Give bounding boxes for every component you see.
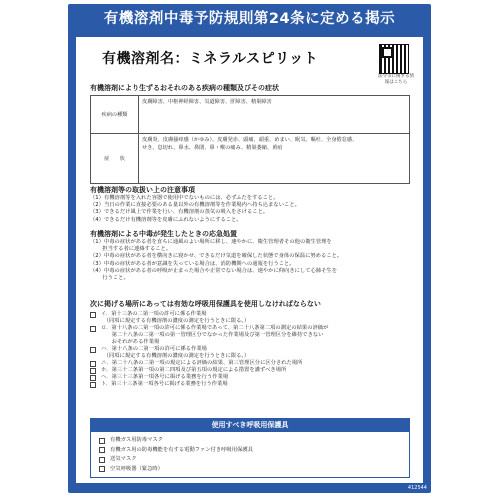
list-item: （1）中毒の症状がある者を直ちに通風のよい場所に移し、速やかに、衛生管理者その他の衛生管理を — [90, 239, 332, 245]
list-item: 行うこと。 — [90, 275, 129, 282]
checkbox-icon — [90, 382, 96, 388]
sign-board — [68, 4, 431, 493]
checkbox-icon — [99, 447, 105, 453]
list-item: （4）中毒の症状がある者の呼吸が止まった場合や正常でない場合は、速やかに仰向きにして心肺そ生を — [90, 267, 338, 274]
place-note: （同項に規定する有機溶剤の濃度の測定を行うときに限る。） — [101, 318, 250, 324]
list-item: （4）できるだけ有機溶剤等を皮膚にふれないようにすること。 — [90, 216, 242, 223]
place-note: 第二十八条の二第一項の第一管理区分でなかった作業場及び第一管理区分を維持できない — [101, 332, 324, 338]
list-item: （3）できるだけ風上で作業を行い、有機溶剤の蒸気の吸入をさけること。 — [90, 209, 269, 216]
sign-header: 有機溶剤中毒予防規則第24条に定める掲示 — [103, 11, 396, 27]
place-item: ロ．第十八条の二第一項の許可に係る作業場であって、第二十八条第二項の測定の結果の評価が — [90, 325, 328, 332]
place-item: ト．第三十三条第一項各号に掲げる業務を行う作業場 — [90, 381, 328, 388]
place-note: おそれがある作業場 — [101, 339, 160, 345]
place-item: ニ．第二十八条の二第一項の規定による評価の結果、第三管理区分に区分された場所 — [90, 360, 328, 367]
solvent-title: 有機溶剤名：ミネラルスピリット — [102, 51, 319, 67]
section-caution-heading: 有機溶剤等の取扱い上の注意事項 — [90, 186, 195, 194]
mask-item: 有機ガス用防毒マスク — [99, 436, 253, 446]
place-item: イ．第十三条の二第一項の許可に係る作業場 — [90, 311, 328, 318]
disease-type-value: 皮膚障害、中枢神経障害、気道障害、肝障害、精巣障害 — [139, 96, 410, 134]
checkbox-icon — [99, 438, 105, 444]
disease-type-label: 疾病の種類 — [91, 96, 139, 134]
section-places-heading: 次に掲げる場所にあっては有効な呼吸用保護具を使用しなければならない — [90, 300, 321, 308]
qr-note: 法令等に関する情報はこちら — [378, 74, 414, 85]
place-item: ホ．第三十二条第一項の第二四項及び第五項の規定による措置を講ずべき場所 — [90, 367, 328, 374]
symptom-value — [139, 134, 410, 184]
first-aid-list — [90, 239, 342, 282]
mask-box — [90, 418, 410, 478]
mask-list — [99, 436, 253, 474]
symptom-line: せき、息切れ、鼻水、鼻閉、鼻・喉の痛み、精巣萎縮、黄疸 — [142, 145, 283, 151]
symptom-label: 症 状 — [91, 134, 139, 184]
list-item: （2）中毒の症状がある者を横向きに寝かせ、できるだけ気道を確保した状態で身体の保温に努めること。 — [90, 253, 343, 260]
mask-item: 有機ガス用の防毒機能を有する電動ファン付き呼吸用保護具 — [99, 446, 253, 456]
mask-item: 空気呼吸器（緊急時） — [99, 465, 253, 475]
place-item: ハ．第十八条の二第一項の許可に係る作業場 — [90, 346, 328, 353]
section-first-aid-heading: 有機溶剤による中毒が発生したときの応急処置 — [90, 230, 237, 238]
sign-panel — [76, 37, 423, 483]
checkbox-icon — [99, 457, 105, 463]
product-code: 412544 — [407, 485, 427, 491]
disease-table — [90, 95, 410, 184]
mask-header: 使用すべき呼吸用保護具 — [91, 419, 409, 432]
place-note: （同項に規定する有機溶剤の濃度の測定を行うときに限る。） — [101, 353, 250, 359]
checkbox-icon — [99, 466, 105, 472]
mask-item: 送気マスク — [99, 455, 253, 465]
list-item: （3）中毒の症状がある者が意識を失っている場合は、消防機関への通報を行うこと。 — [90, 260, 295, 267]
list-item: 担当する者に連絡すること。 — [90, 246, 172, 253]
places-list — [90, 311, 328, 388]
place-item: ヘ．第三十三条第一項各号に掲げる業務を行う作業場 — [90, 374, 328, 381]
list-item: （2）当日の作業に直接必要のある量以外の有機溶剤等を作業場内へ持ち込まないこと。 — [90, 202, 300, 209]
caution-list — [90, 195, 300, 224]
list-item: （1）有機溶剤等を入れた容器で使用中でないものには、必ずふたをすること。 — [90, 195, 279, 201]
section-disease-heading: 有機溶剤により生ずるおそれのある疾病の種類及びその症状 — [90, 84, 279, 92]
qr-code-icon — [379, 44, 409, 74]
symptom-line: 皮膚炎、皮膚掻痒感（かゆみ）、皮膚発赤、頭痛、頭重、めまい、眠気、嘔吐、全身倦怠感、 — [142, 137, 358, 143]
